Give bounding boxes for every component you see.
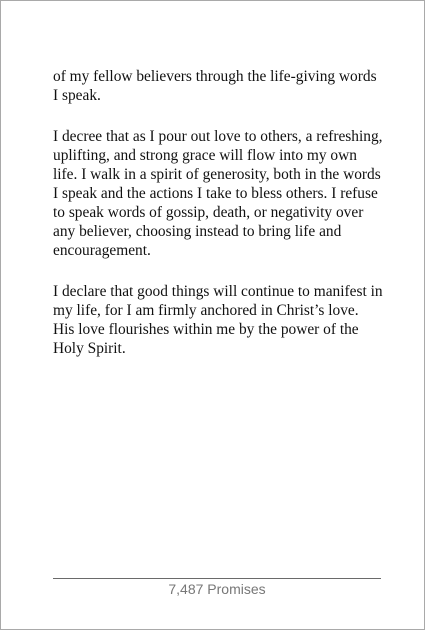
paragraph: of my fellow believers through the life-giving words I speak. xyxy=(53,68,377,104)
running-footer-title: 7,487 Promises xyxy=(168,581,266,597)
page-body xyxy=(53,67,388,380)
paragraph: I decree that as I pour out love to others, a refreshing, uplifting, and strong grace will flow into my own life. I walk in a spirit of generosity, both in the words I speak and the actions I take to bless others. I refuse to speak words of gossip, death, or negativity over any believer, choosing instead to bring life and encouragement. xyxy=(53,128,383,259)
paragraph: I declare that good things will continue to manifest in my life, for I am firmly anchored in Christ’s love. His love flourishes within me by the power of the Holy Spirit. xyxy=(53,283,383,357)
footer-divider xyxy=(53,578,381,579)
